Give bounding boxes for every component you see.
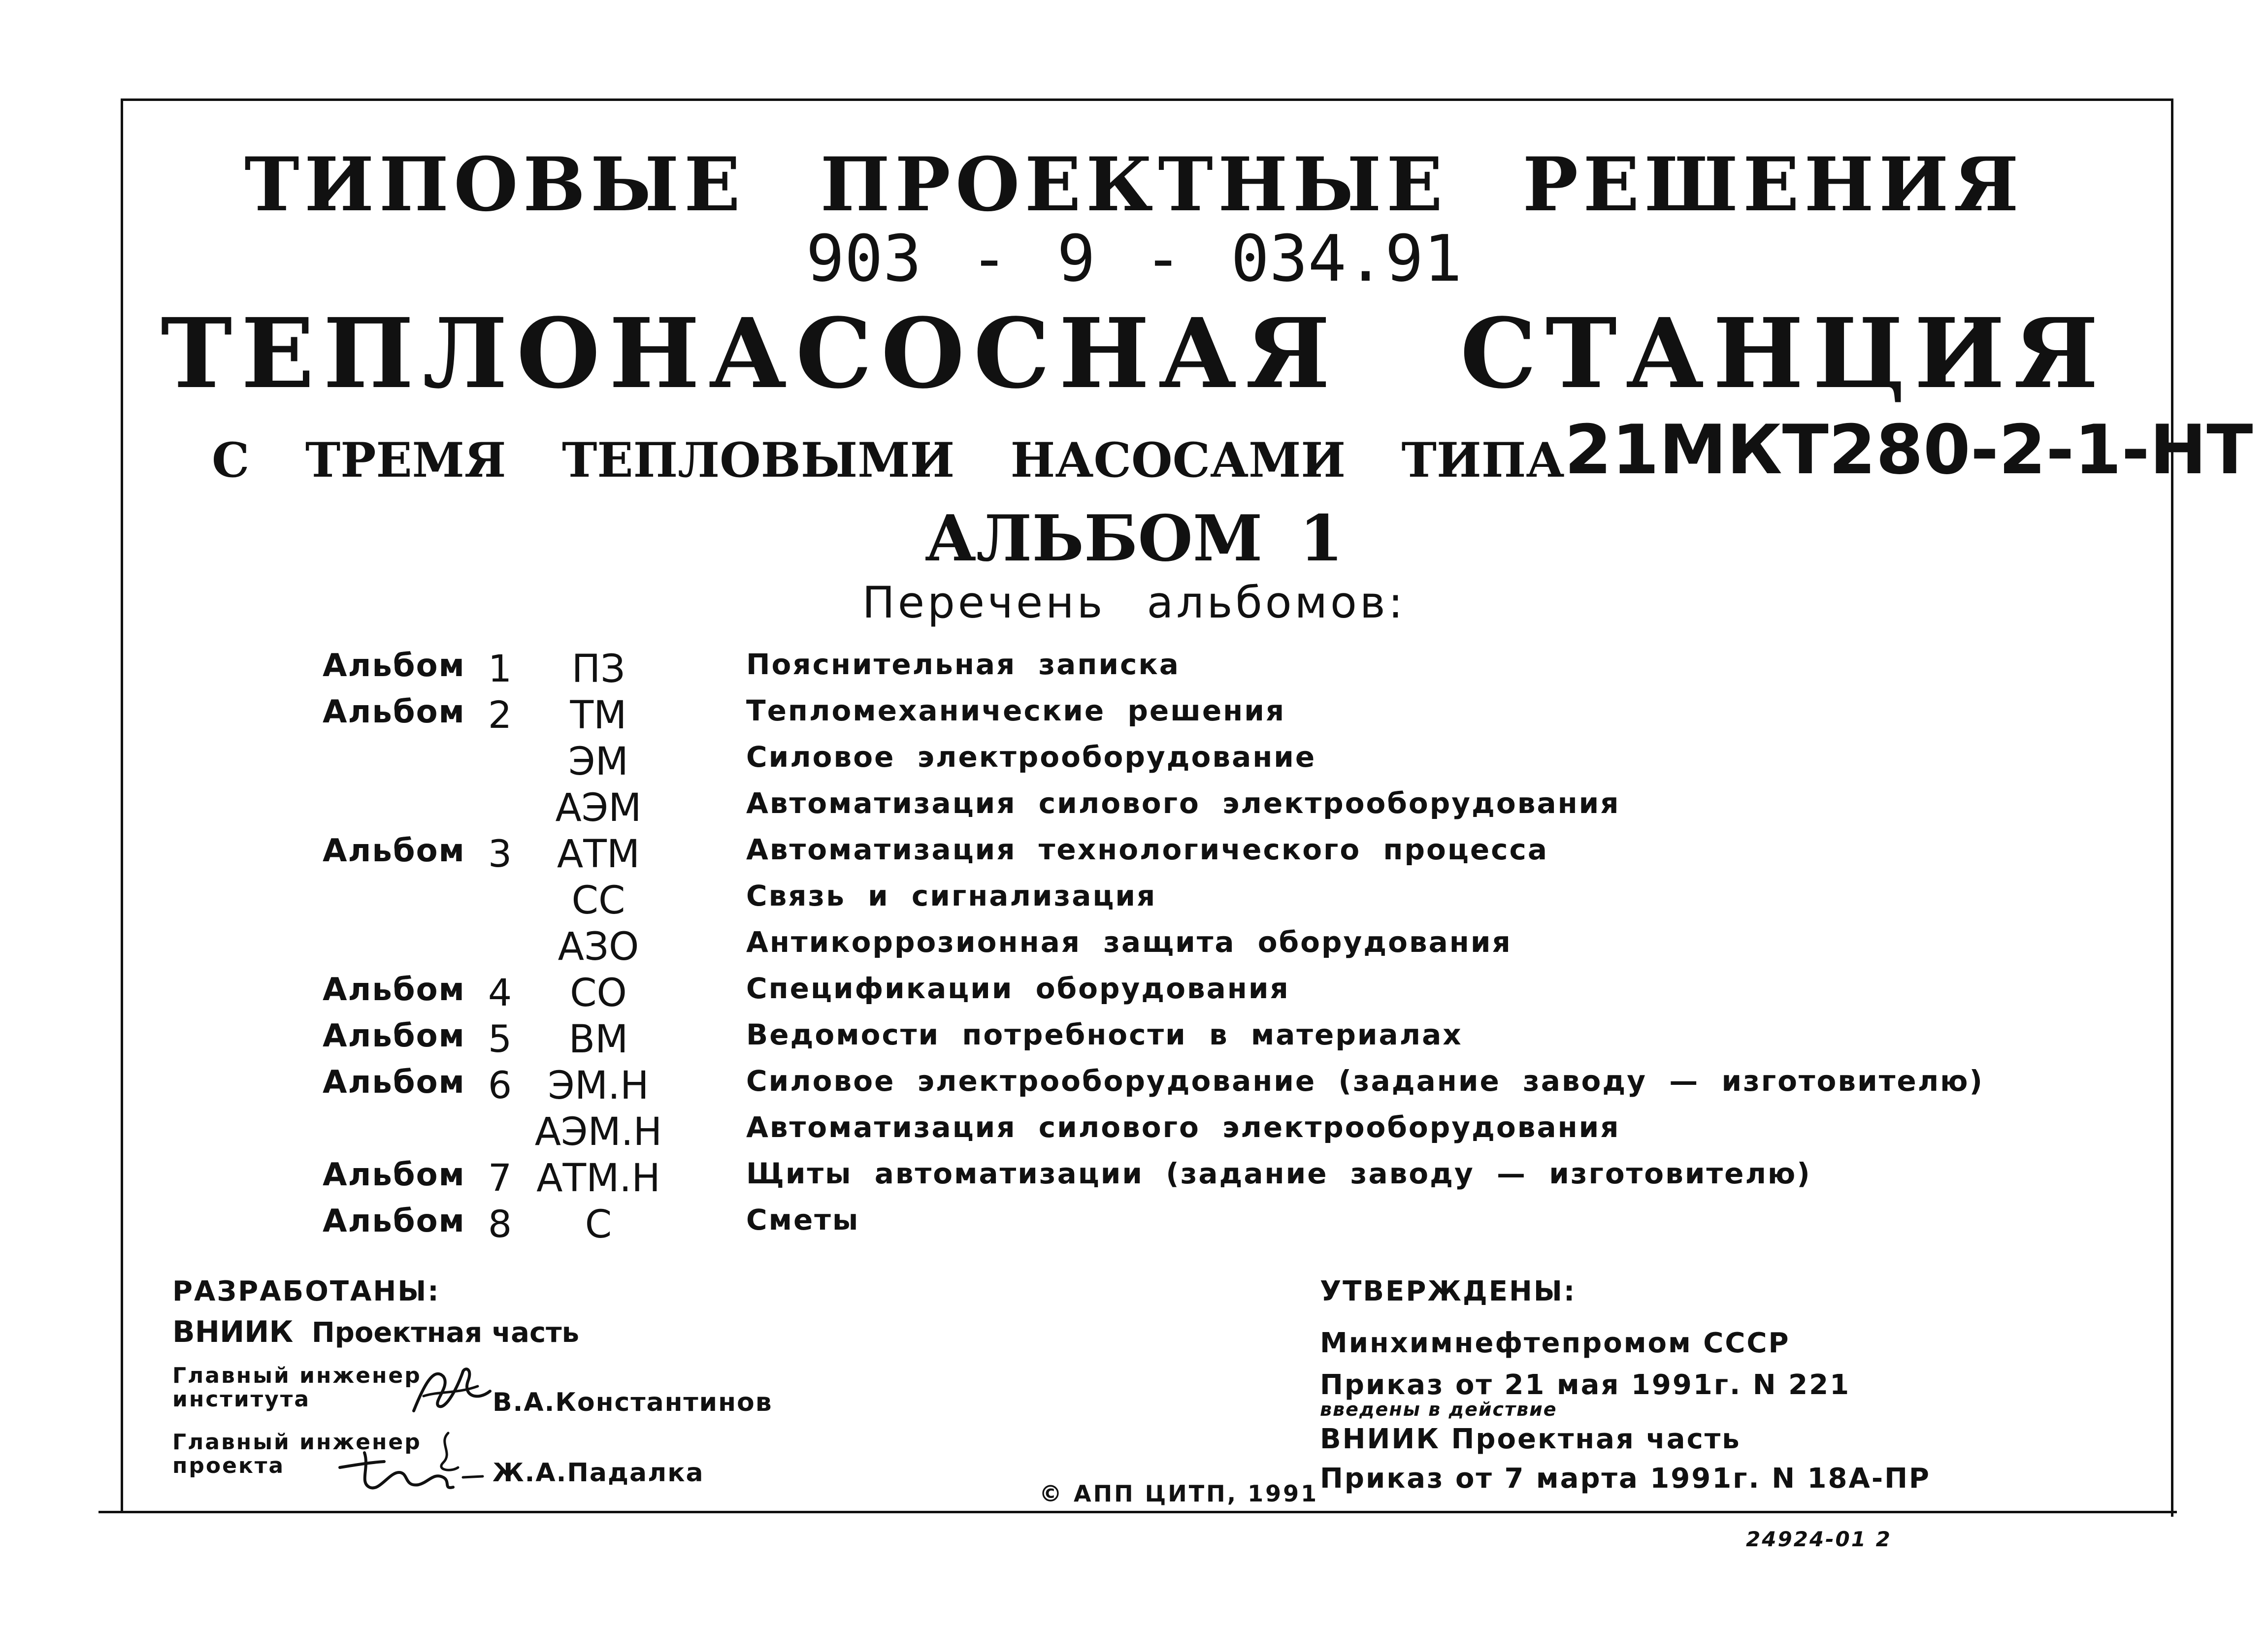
album-number: 5 [488, 1017, 512, 1061]
album-word: Альбом [323, 972, 465, 1008]
subtitle: С ТРЕМЯ ТЕПЛОВЫМИ НАСОСАМИ ТИПА [212, 432, 1565, 488]
developer-part: Проектная часть [311, 1317, 580, 1349]
album-code: ЭМ.Н [548, 1064, 649, 1108]
document-number: 24924-01 2 [1746, 1527, 1892, 1551]
list-item [0, 693, 2268, 744]
enacted-note: введены в действие [1320, 1399, 1557, 1420]
list-item [0, 1017, 2268, 1068]
approved-heading: УТВЕРЖДЕНЫ: [1320, 1275, 1577, 1307]
role-line: Главный инженер [172, 1363, 422, 1388]
frame-corner-tick [2171, 1477, 2173, 1517]
album-description: Силовое электрооборудование [746, 740, 1316, 774]
album-description: Антикоррозионная защита оборудования [746, 925, 1512, 959]
album-word: Альбом [323, 648, 465, 684]
frame-bottom-line [99, 1511, 2177, 1513]
album-code: ТМ [570, 693, 627, 738]
signature-konstantinov [404, 1357, 502, 1421]
list-item [0, 740, 2268, 790]
album-description: Тепломеханические решения [746, 694, 1286, 727]
chief-engineer-institute-role [172, 1364, 422, 1411]
chief-engineer-project-name: Ж.А.Падалка [493, 1458, 704, 1488]
list-item [0, 1156, 2268, 1206]
album-code: АТМ [557, 832, 640, 877]
album-code: АЭМ.Н [534, 1110, 662, 1154]
album-description: Щиты автоматизации (задание заводу — изготовителю) [746, 1157, 1811, 1190]
series-code: 903 - 9 - 034.91 [806, 221, 1462, 296]
list-item [0, 786, 2268, 836]
list-item [0, 832, 2268, 882]
album-code: С [585, 1203, 612, 1247]
album-description: Автоматизация технологического процесса [746, 833, 1549, 866]
album-code: ПЗ [571, 647, 625, 691]
list-item [0, 1063, 2268, 1114]
album-word: Альбом [323, 1018, 465, 1054]
developer-name: ВНИИК [172, 1315, 294, 1349]
album-word: Альбом [323, 1064, 465, 1101]
album-number: 8 [488, 1202, 512, 1246]
role-line: института [172, 1387, 311, 1412]
list-item [0, 1110, 2268, 1160]
list-item [0, 881, 2268, 929]
album-description: Силовое электрооборудование (задание заводу — изготовителю) [746, 1064, 1984, 1098]
developed-heading: РАЗРАБОТАНЫ: [172, 1275, 440, 1307]
role-line: проекта [172, 1453, 285, 1478]
signature-padalka [325, 1423, 493, 1497]
list-item [0, 971, 2268, 1021]
album-number: 4 [488, 971, 512, 1014]
album-code: СС [571, 879, 625, 923]
approved-ministry: Минхимнефтепромом СССР [1320, 1327, 1790, 1359]
album-code: СО [570, 971, 627, 1015]
album-code: АЗО [558, 925, 639, 969]
album-number: 2 [488, 693, 512, 737]
album-number: 6 [488, 1063, 512, 1107]
album-description: Связь и сигнализация [746, 879, 1157, 912]
developer-org [172, 1317, 579, 1347]
approval-order-2: Приказ от 7 марта 1991г. N 18А-ПР [1320, 1463, 1931, 1495]
album-description: Спецификации оборудования [746, 972, 1290, 1005]
album-word: Альбом [323, 1157, 465, 1193]
chief-engineer-institute-name: В.А.Константинов [493, 1388, 773, 1417]
album-list [0, 647, 2268, 1256]
approval-order-1: Приказ от 21 мая 1991г. N 221 [1320, 1369, 1851, 1401]
album-code: АЭМ [555, 786, 642, 830]
list-item [0, 925, 2268, 975]
model-code: 21МКТ280-2-1-НТ [1564, 410, 2253, 489]
album-description: Сметы [746, 1203, 860, 1237]
subtitle-row [212, 410, 2253, 489]
album-description: Автоматизация силового электрооборудования [746, 1110, 1620, 1144]
list-item [0, 647, 2268, 697]
approved-org: ВНИИК Проектная часть [1320, 1423, 1741, 1455]
series-title: ТИПОВЫЕ ПРОЕКТНЫЕ РЕШЕНИЯ [244, 141, 2024, 228]
album-description: Ведомости потребности в материалах [746, 1018, 1463, 1051]
album-number: 3 [488, 832, 512, 876]
album-description: Пояснительная записка [746, 648, 1180, 681]
role-line: Главный инженер [172, 1430, 422, 1455]
album-number: 7 [488, 1156, 512, 1200]
album-description: Автоматизация силового электрооборудования [746, 786, 1620, 820]
main-title: ТЕПЛОНАСОСНАЯ СТАНЦИЯ [161, 297, 2107, 410]
album-word: Альбом [323, 833, 465, 869]
album-number: 1 [488, 647, 512, 690]
album-word: Альбом [323, 1203, 465, 1239]
album-list-heading: Перечень альбомов: [862, 577, 1406, 628]
list-item [0, 1202, 2268, 1253]
album-code: ЭМ [568, 740, 628, 784]
copyright: © АПП ЦИТП, 1991 [1039, 1480, 1319, 1507]
album-code: ВМ [568, 1017, 628, 1062]
album-title: АЛЬБОМ 1 [924, 502, 1344, 576]
album-word: Альбом [323, 694, 465, 730]
album-code: АТМ.Н [536, 1156, 660, 1201]
